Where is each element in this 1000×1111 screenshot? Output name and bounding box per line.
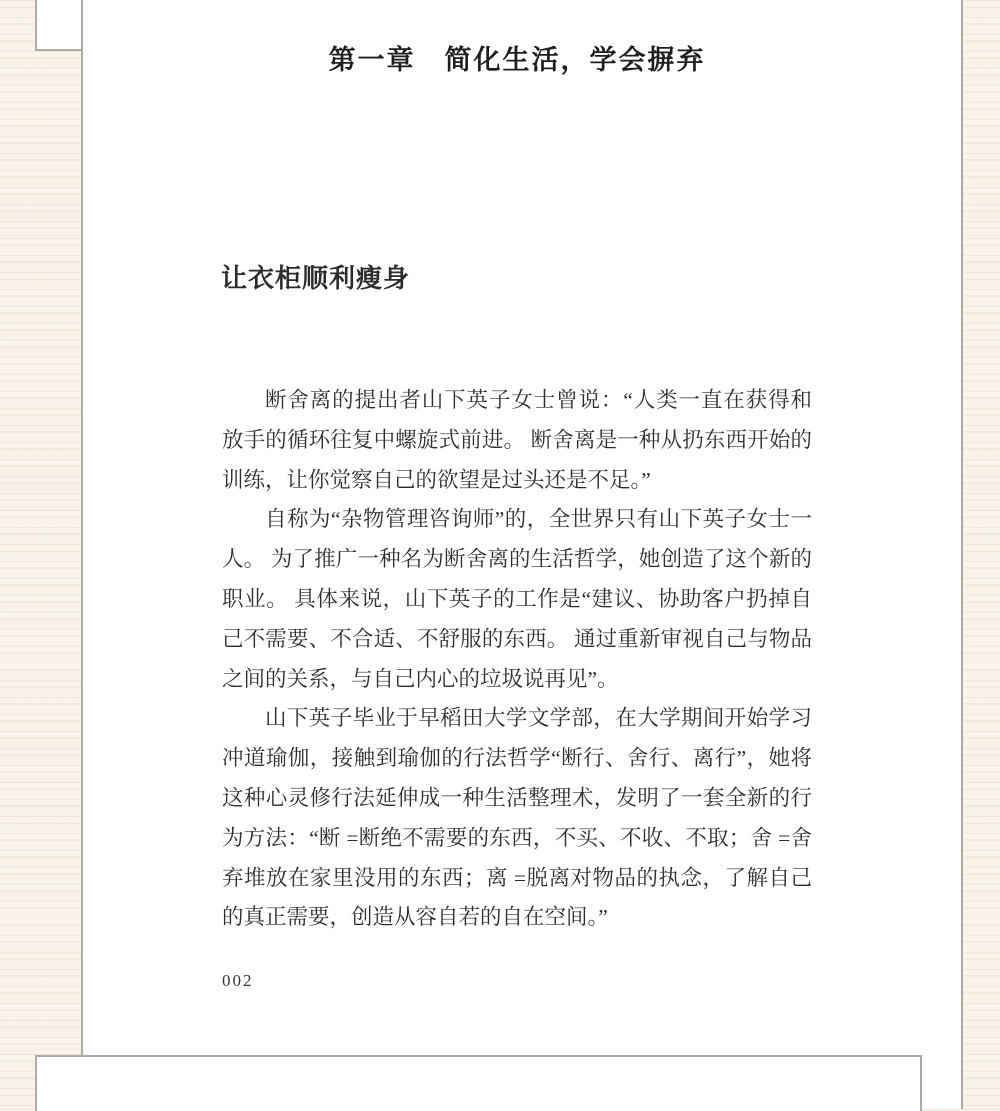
section-heading: 让衣柜顺利瘦身 [221, 263, 411, 293]
chapter-title: 第一章 简化生活，学会摒弃 [328, 45, 706, 75]
next-page-edge [35, 1055, 922, 1111]
body-paragraph-2: 自称为“杂物管理咨询师”的，全世界只有山下英子女士一人。 为了推广一种名为断舍离的生活哲学，她创造了这个新的职业。 具体来说，山下英子的工作是“建议、协助客户扔掉自己不需要、不合适、不舒服的东西。 通过重新审视自己与物品之间的关系，与自己内心的垃圾说再见”。 [222, 507, 812, 691]
page-number: 002 [222, 971, 254, 990]
body-text [222, 381, 812, 938]
body-paragraph-1: 断舍离的提出者山下英子女士曾说：“人类一直在获得和放手的循环往复中螺旋式前进。 断舍离是一种从扔东西开始的训练，让你觉察自己的欲望是过头还是不足。” [222, 388, 812, 492]
body-paragraph-3: 山下英子毕业于早稻田大学文学部，在大学期间开始学习冲道瑜伽，接触到瑜伽的行法哲学“断行、舍行、离行”，她将这种心灵修行法延伸成一种生活整理术，发明了一套全新的行为方法：“断 =断绝不需要的东西，不买、不收、不取；舍 =舍弃堆放在家里没用的东西；离 =脱离对物品的执念，了解自己的真正需要，创造从容自若的自在空间。” [222, 706, 812, 930]
